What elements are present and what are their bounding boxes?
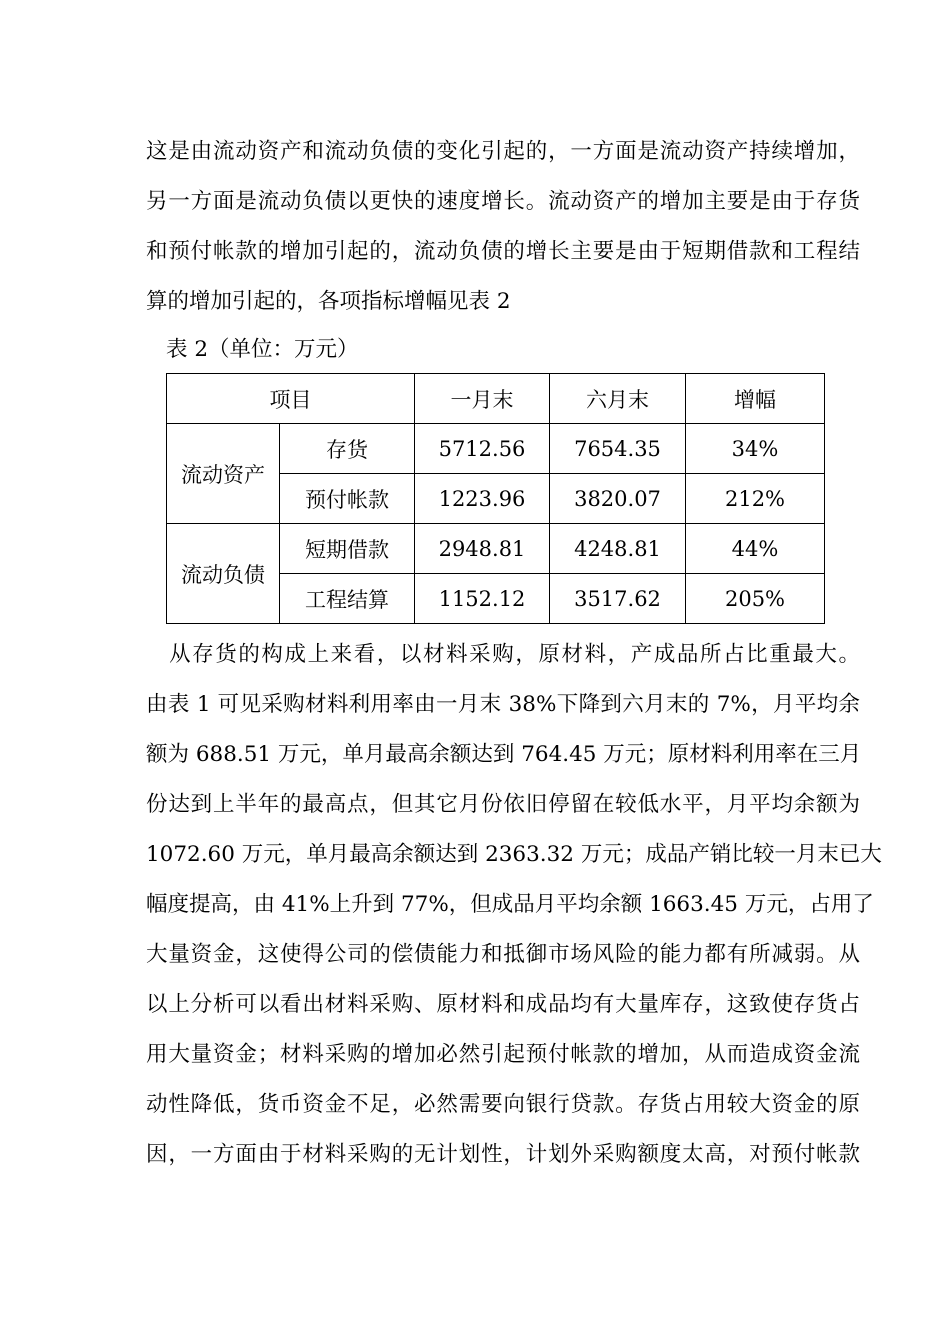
text-line: 动性降低，货币资金不足，必然需要向银行贷款。存货占用较大资金的原: [146, 1092, 860, 1117]
data-table: [166, 373, 825, 624]
text-line: 因，一方面由于材料采购的无计划性，计划外采购额度太高，对预付帐款: [146, 1142, 860, 1167]
text-line: 从存货的构成上来看，以材料采购，原材料，产成品所占比重最大。: [146, 642, 860, 667]
cell-growth: 34%: [686, 424, 825, 474]
table-row: [167, 524, 825, 574]
cell-item: 短期借款: [280, 524, 415, 574]
text-line: 和预付帐款的增加引起的，流动负债的增长主要是由于短期借款和工程结: [146, 239, 860, 264]
table-row: [167, 424, 825, 474]
header-growth: 增幅: [686, 374, 825, 424]
paragraph-1: [146, 127, 860, 327]
header-jan: 一月末: [415, 374, 550, 424]
cell-jan: 5712.56: [415, 424, 550, 474]
text-line: 这是由流动资产和流动负债的变化引起的，一方面是流动资产持续增加，: [146, 139, 860, 164]
text-line: 份达到上半年的最高点，但其它月份依旧停留在较低水平，月平均余额为: [146, 792, 860, 817]
cell-growth: 205%: [686, 574, 825, 624]
text-line: 大量资金，这使得公司的偿债能力和抵御市场风险的能力都有所减弱。从: [146, 942, 860, 967]
table-caption: 表 2（单位：万元）: [166, 337, 359, 362]
text-line: 由表 1 可见采购材料利用率由一月末 38%下降到六月末的 7%，月平均余: [146, 692, 860, 717]
text-line: 幅度提高，由 41%上升到 77%，但成品月平均余额 1663.45 万元，占用了: [146, 892, 874, 917]
text-line: 1072.60 万元，单月最高余额达到 2363.32 万元；成品产销比较一月末已大: [146, 842, 882, 867]
cell-item: 工程结算: [280, 574, 415, 624]
cell-jan: 1152.12: [415, 574, 550, 624]
cell-jun: 3517.62: [550, 574, 686, 624]
text-line: 算的增加引起的，各项指标增幅见表 2: [146, 289, 511, 314]
cell-jun: 7654.35: [550, 424, 686, 474]
text-line: 用大量资金；材料采购的增加必然引起预付帐款的增加，从而造成资金流: [146, 1042, 860, 1067]
group-label: 流动负债: [167, 524, 280, 624]
cell-growth: 212%: [686, 474, 825, 524]
text-line: 另一方面是流动负债以更快的速度增长。流动资产的增加主要是由于存货: [146, 189, 860, 214]
table-header-row: [167, 374, 825, 424]
cell-jan: 1223.96: [415, 474, 550, 524]
header-jun: 六月末: [550, 374, 686, 424]
text-line: 以上分析可以看出材料采购、原材料和成品均有大量库存，这致使存货占: [146, 992, 860, 1017]
cell-jun: 3820.07: [550, 474, 686, 524]
cell-jun: 4248.81: [550, 524, 686, 574]
header-item: 项目: [167, 374, 415, 424]
text-line: 额为 688.51 万元，单月最高余额达到 764.45 万元；原材料利用率在三月: [146, 742, 862, 767]
cell-item: 预付帐款: [280, 474, 415, 524]
group-label: 流动资产: [167, 424, 280, 524]
cell-jan: 2948.81: [415, 524, 550, 574]
paragraph-2: [146, 630, 882, 1180]
cell-item: 存货: [280, 424, 415, 474]
cell-growth: 44%: [686, 524, 825, 574]
